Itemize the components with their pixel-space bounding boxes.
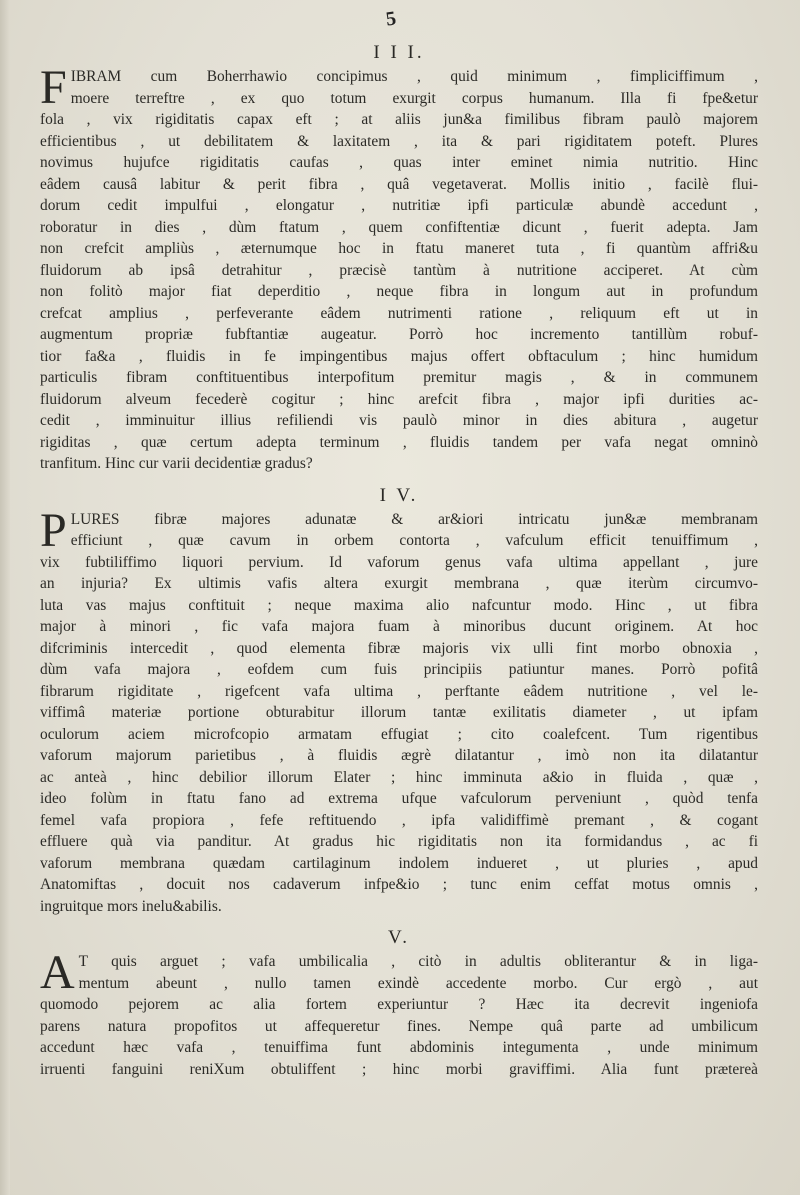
book-gutter (0, 0, 10, 1195)
text-line: vix fubtiliffimo liquori pervium. Id vaforum genus vafa ultima appellant , jure (40, 553, 758, 571)
text-line: oculorum aciem microfcopio armatam effugiat ; cito coalefcent. Tum rigentibus (40, 725, 758, 743)
drop-cap-a: A (40, 946, 75, 999)
text-line: fluidorum alveum fecederè cogitur ; hinc arefcit fibra , major ipfi durities ac- (40, 390, 758, 408)
text-line: ac anteà , hinc debilior illorum Elater ; hinc imminuta a&io in fluida , quæ , (40, 768, 758, 786)
page-mark: 5 (384, 7, 398, 31)
text-line: novimus hujufce rigiditatis caufas , quas inter eminet nimia nutritio. Hinc (40, 154, 758, 171)
text-line: major à minori , fic vafa majora fuam à minoribus ducunt originem. At hoc (40, 618, 758, 635)
drop-cap-p: P (40, 503, 67, 557)
section-v (40, 946, 758, 1080)
text-line: parens natura propofitos ut affequeretur fines. Nempe quâ parte ad umbilicum (40, 1017, 758, 1035)
text-line: an injuria? Ex ultimis vafis altera exurgit membrana , quæ iterùm circumvo- (40, 575, 758, 592)
text-line: eâdem causâ labitur & perit fibra , quâ vegetaverat. Mollis initio , facilè flui- (40, 175, 758, 193)
text-line: irruenti fanguini reniXum obtuliffent ; hinc morbi graviffimi. Alia funt prætereà (40, 1060, 758, 1078)
text-line: Anatomiftas , docuit nos cadaverum infpe&io ; tunc enim ceffat motus omnis , (40, 876, 758, 893)
document-body (40, 42, 758, 1090)
paragraph-iv (40, 503, 758, 918)
text-line: vaforum membrana quædam cartilaginum indolem indueret , ut pluries , apud (40, 854, 758, 872)
text-line: rigiditas , quæ certum adepta terminum , fluidis tandem per vafa negat omninò (40, 433, 758, 451)
text-line: ingruitque mors inelu&abilis. (40, 897, 222, 915)
section-heading-iii: I I I. (373, 42, 425, 63)
section-heading-v: V. (387, 927, 411, 948)
text-line: particulis fibram conftituentibus interpofitum premitur magis , & in communem (40, 369, 758, 386)
text-line: fola , vix rigiditatis capax eft ; at aliis jun&a fimilibus fibram paulò majorem (40, 111, 758, 128)
text-line: femel vafa propiora , fefe reftituendo , ipfa validiffimè premant , & cogant (40, 811, 758, 829)
text-line: fluidorum ab ipsâ detrahitur , præcisè tantùm à nutritione acciperet. At cùm (40, 261, 758, 279)
text-line: augmentum propriæ fubftantiæ augeatur. Porrò hoc incremento tantillùm robuf- (40, 326, 758, 343)
drop-cap-f: F (40, 61, 67, 114)
text-line: roboratur in dies , dùm ftatum , quem confiftentiæ dicunt , fuerit adepta. Jam (40, 218, 758, 236)
text-line: mentum abeunt , nullo tamen exindè accedente morbo. Cur ergò , aut (78, 974, 758, 992)
paragraph-iii (40, 61, 758, 475)
text-line: dùm vafa majora , eofdem cum fuis principiis patiuntur manes. Porrò pofitâ (40, 661, 758, 678)
text-line: non folitò major fiat deperditio , neque fibra in longum aut in profundum (40, 283, 758, 300)
text-line: ideo folùm in ftatu fano ad extrema ufque vafculorum perveniunt , quòd tenfa (40, 790, 758, 807)
text-line: T quis arguet ; vafa umbilicalia , citò in adultis obliterantur & in liga- (78, 953, 758, 970)
text-line: non crefcit ampliùs , æternumque hoc in ftatu maneret tuta , fi quantùm affri&u (40, 240, 758, 257)
text-line: tranfitum. Hinc cur varii decidentiæ gradus? (40, 455, 313, 472)
text-line: cedit , imminuitur illius refiliendi vis paulò minor in dies abitura , augetur (40, 412, 758, 429)
text-line: IBRAM cum Boherrhawio concipimus , quid minimum , fimpliciffimum , (70, 68, 758, 85)
section-iii (40, 61, 758, 475)
text-line: fibrarum rigiditate , rigefcent vafa ultima , perftante eâdem nutritione , vel le- (40, 682, 758, 700)
section-heading-iv: I V. (379, 484, 419, 506)
text-line: luta vas majus conftituit ; neque maxima alio nafcuntur modo. Hinc , ut fibra (40, 596, 758, 614)
text-line: tior fa&a , fluidis in fe impingentibus majus offert obftaculum ; hinc humidum (40, 347, 758, 365)
text-line: moere terreftre , ex quo totum exurgit corpus humanum. Illa fi fpe&etur (70, 89, 758, 107)
text-line: vaforum majorum parietibus , à fluidis ægrè dilatantur , imò non ita dilatantur (40, 747, 758, 764)
text-line: crefcat amplius , perfeverante eâdem nutrimenti ratione , reliquum eft ut in (40, 304, 758, 322)
text-line: viffimâ materiæ portione obturabitur illorum tantæ exilitatis diameter , ut ipfam (40, 704, 758, 721)
text-line: dorum cedit impulfui , elongatur , nutritiæ ipfi particulæ abundè accedunt , (40, 197, 758, 214)
paragraph-v (40, 946, 758, 1080)
text-line: quomodo pejorem ac alia fortem experiuntur ? Hæc ita decrevit ingeniofa (40, 996, 758, 1013)
text-line: LURES fibræ majores adunatæ & ar&iori intricatu jun&æ membranam (70, 510, 758, 528)
text-line: effluere quà via panditur. At gradus hic rigiditatis non ita formidandus , ac fi (40, 833, 758, 850)
text-line: difcriminis intercedit , quod elementa fibræ majoris vix ulli fint morbo obnoxia , (40, 639, 758, 657)
text-line: efficiunt , quæ cavum in orbem contorta , vafculum efficit tenuiffimum , (70, 532, 758, 549)
text-line: accedunt hæc vafa , tenuiffima funt abdominis integumenta , unde minimum (40, 1039, 758, 1056)
text-line: efficientibus , ut debilitatem & laxitatem , ita & pari rigiditatem poteft. Plures (40, 132, 758, 150)
section-iv (40, 503, 758, 918)
